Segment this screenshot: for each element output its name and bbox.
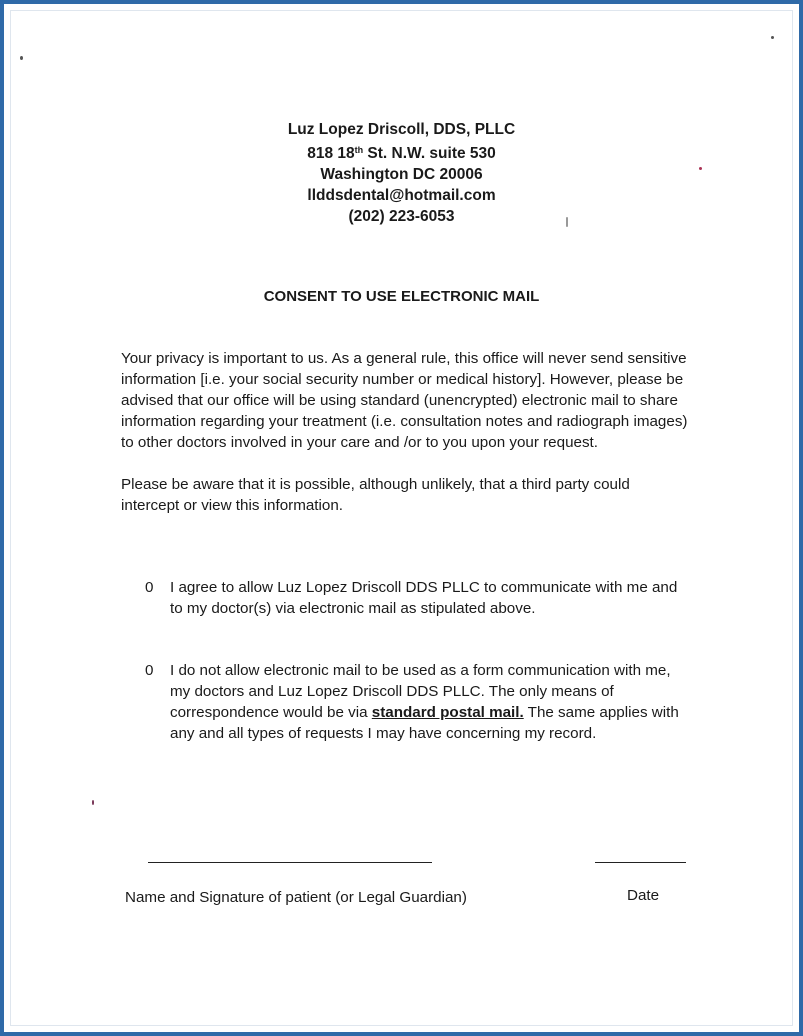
date-label: Date <box>627 887 660 904</box>
risk-paragraph <box>121 474 691 516</box>
signature-line[interactable] <box>148 862 432 863</box>
practice-phone: (202) 223-6053 <box>348 208 455 225</box>
paragraph-line: information regarding your treatment (i.e. consultation notes and radiograph images) <box>121 413 688 430</box>
option-checkbox[interactable]: 0 <box>145 579 154 596</box>
paragraph-line: advised that our office will be using standard (unencrypted) electronic mail to share <box>121 392 678 409</box>
practice-email: llddsdental@hotmail.com <box>307 187 496 204</box>
document-title: CONSENT TO USE ELECTRONIC MAIL <box>263 288 540 305</box>
signature-label: Name and Signature of patient (or Legal Guardian) <box>125 889 467 906</box>
option-line: I agree to allow Luz Lopez Driscoll DDS PLLC to communicate with me and <box>170 579 678 596</box>
scan-speck <box>771 36 774 39</box>
scan-speck <box>20 56 23 60</box>
practice-city: Washington DC 20006 <box>320 166 483 183</box>
practice-name: Luz Lopez Driscoll, DDS, PLLC <box>287 121 516 138</box>
practice-address: 818 18th St. N.W. suite 530 <box>307 145 496 162</box>
paragraph-line: to other doctors involved in your care and /or to you upon your request. <box>121 434 598 451</box>
option-line: to my doctor(s) via electronic mail as stipulated above. <box>170 600 536 617</box>
scan-speck <box>92 800 94 805</box>
letterhead <box>0 119 803 227</box>
option-text <box>170 660 679 744</box>
date-line[interactable] <box>595 862 686 863</box>
option-line: correspondence would be via standard postal mail. The same applies with <box>170 704 679 721</box>
paragraph-line: information [i.e. your social security number or medical history]. However, please be <box>121 371 684 388</box>
privacy-paragraph <box>121 348 691 453</box>
option-text <box>170 577 677 619</box>
option-line: I do not allow electronic mail to be used as a form communication with me, <box>170 662 671 679</box>
postal-mail-emphasis: standard postal mail. <box>371 704 524 721</box>
option-checkbox[interactable]: 0 <box>145 662 154 679</box>
paragraph-line: Your privacy is important to us. As a general rule, this office will never send sensitive <box>121 350 687 367</box>
option-line: my doctors and Luz Lopez Driscoll DDS PLLC. The only means of <box>170 683 614 700</box>
option-line: any and all types of requests I may have concerning my record. <box>170 725 597 742</box>
paragraph-line: intercept or view this information. <box>121 497 343 514</box>
paragraph-line: Please be aware that it is possible, although unlikely, that a third party could <box>121 476 630 493</box>
